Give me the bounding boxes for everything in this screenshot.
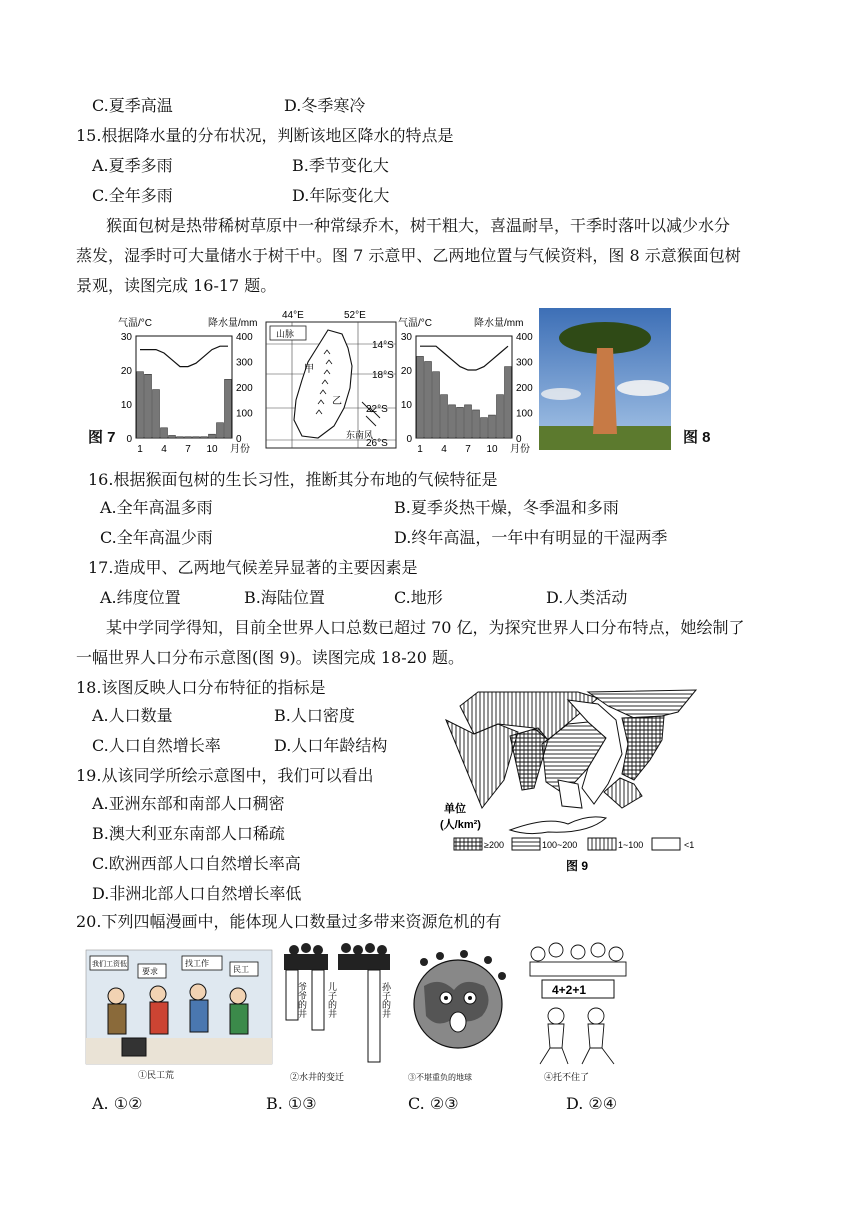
passage1-line1: 猴面包树是热带稀树草原中一种常绿乔木，树干粗大，喜温耐旱，干季时落叶以减少水分 [106,216,731,235]
mountain-legend: 山脉 [276,329,295,339]
q14-option-c: C.夏季高温 [92,96,173,115]
month-tick-7: 7 [465,444,471,455]
passage1-line3: 景观，读图完成 16-17 题。 [76,276,277,295]
temp-tick-20: 20 [400,366,412,377]
precip-bar-1 [137,372,144,438]
q14-option-d: D.冬季寒冷 [284,96,366,115]
c1-sign-2: 要求 [142,967,158,976]
q15-option-c: C.全年多雨 [92,186,173,205]
precip-bar-3 [153,390,160,438]
c2-text-2: 儿子的井 [327,982,337,1018]
q16-option-c: C.全年高温少雨 [100,528,213,547]
legend-swatch-1 [454,838,482,850]
precip-bar-4 [161,428,168,438]
q17-option-a: A.纬度位置 [100,588,181,607]
place-jia: 甲 [304,364,314,375]
lat-18s: 18°S [372,370,394,381]
region-center-west [510,728,548,790]
c4-bottom-people [540,1008,614,1064]
precip-bar-3 [433,372,440,438]
q20-option-d: D. ②④ [566,1094,618,1113]
precip-tick-0: 0 [236,434,242,445]
precip-tick-200: 200 [516,383,533,394]
cartoon-2-wells [276,940,400,1084]
precip-bar-4 [441,395,448,438]
month-tick-月份: 月份 [230,444,250,455]
cartoon-4-caption: ④托不住了 [544,1072,590,1082]
fig8-baobab-photo [539,308,671,450]
q19-stem: 19.从该同学所绘示意图中，我们可以看出 [76,766,374,785]
temp-tick-30: 30 [120,332,132,343]
precip-tick-400: 400 [236,332,253,343]
q18-option-c: C.人口自然增长率 [92,736,221,755]
precip-tick-400: 400 [516,332,533,343]
lat-22s: 22°S [366,404,388,415]
c2-text-1: 爷爷的井 [297,982,307,1018]
fig7-left-climate-chart [110,306,260,456]
temp-tick-30: 30 [400,332,412,343]
precip-tick-200: 200 [236,383,253,394]
cartoon-2-caption: ②水井的变迁 [290,1072,345,1082]
c2-text-3: 孙子的井 [381,982,391,1018]
lat-14s: 14°S [372,340,394,351]
temp-line [140,346,228,366]
legend-swatch-3 [588,838,616,850]
precip-bar-10 [489,415,496,438]
month-tick-1: 1 [417,444,423,455]
precip-bar-7 [185,437,192,438]
q16-stem: 16.根据猴面包树的生长习性，推断其分布地的气候特征是 [88,470,498,489]
region-west [446,720,518,808]
q20-option-b: B. ①③ [266,1094,317,1113]
month-tick-10: 10 [206,444,218,455]
q15-option-a: A.夏季多雨 [92,156,173,175]
fig9-unit: 单位 [444,803,466,815]
fig9-label: 图 9 [566,859,589,873]
fig9-unit2: (人/km²) [440,819,481,831]
month-tick-10: 10 [486,444,498,455]
precip-bar-11 [217,423,224,438]
q20-option-a: A. ①② [92,1094,143,1113]
precip-bar-9 [201,437,208,438]
precip-tick-0: 0 [516,434,522,445]
fig7-madagascar-map [262,308,400,450]
lat-26s: 26°S [366,438,388,449]
left-precip-axis-title: 降水量/mm [208,318,258,329]
q18-option-b: B.人口密度 [274,706,355,725]
precip-bar-12 [505,367,512,438]
legend-label-4: <1 [684,840,695,850]
precip-bar-6 [457,407,464,438]
fig9-world-population-map [438,684,704,874]
c1-sign-4: 民工 [233,965,249,974]
q19-option-d: D.非洲北部人口自然增长率低 [92,884,302,903]
month-tick-1: 1 [137,444,143,455]
passage1-line2: 蒸发，湿季时可大量储水于树干中。图 7 示意甲、乙两地位置与气候资料，图 8 示意猴面包树 [76,246,741,265]
q19-option-a: A.亚洲东部和南部人口稠密 [92,794,285,813]
q15-option-d: D.年际变化大 [292,186,390,205]
temp-tick-0: 0 [126,434,132,445]
q20-stem: 20.下列四幅漫画中，能体现人口数量过多带来资源危机的有 [76,912,502,931]
precip-tick-300: 300 [236,357,253,369]
cartoon-3-caption: ③不堪重负的地球 [408,1073,472,1082]
passage2-line2: 一幅世界人口分布示意图(图 9)。读图完成 18-20 题。 [76,648,465,667]
q16-option-b: B.夏季炎热干燥，冬季温和多雨 [394,498,619,517]
c1-sign-1: 我们工资低 [92,961,127,968]
month-tick-4: 4 [441,444,447,455]
precip-bar-10 [209,434,216,438]
precip-bar-8 [193,437,200,438]
fig7-right-climate-chart [396,306,533,456]
precip-tick-100: 100 [236,408,253,420]
temp-tick-0: 0 [406,434,412,445]
c2-crowd [284,943,390,970]
temp-tick-20: 20 [120,366,132,377]
c1-sign-3: 找工作 [185,959,209,968]
legend-label-3: 1~100 [618,840,644,850]
cartoon-1-caption: ①民工荒 [138,1070,175,1080]
q17-option-c: C.地形 [394,588,443,607]
legend-swatch-4 [652,838,680,850]
precip-tick-300: 300 [516,357,533,369]
month-tick-7: 7 [185,444,191,455]
precip-tick-100: 100 [516,408,533,420]
q16-option-d: D.终年高温，一年中有明显的干湿两季 [394,528,668,547]
temp-line [420,346,508,370]
precip-bar-6 [177,437,184,438]
precip-bar-8 [473,410,480,438]
q18-option-a: A.人口数量 [92,706,173,725]
legend-label-1: ≥200 [484,840,504,850]
lon-44e: 44°E [282,310,304,321]
left-temp-axis-title: 气温/°C [118,318,152,329]
legend-label-2: 100~200 [542,840,578,850]
precip-bar-11 [497,395,504,438]
month-tick-月份: 月份 [510,444,530,455]
cartoon-3-overburdened-earth [404,946,516,1084]
precip-bar-5 [449,405,456,438]
q17-option-b: B.海陆位置 [244,588,325,607]
c4-text: 4+2+1 [552,983,587,997]
month-tick-4: 4 [161,444,167,455]
region-southeast [604,778,642,808]
precip-bar-12 [225,379,232,438]
q18-option-d: D.人口年龄结构 [274,736,388,755]
q16-option-a: A.全年高温多雨 [100,498,213,517]
region-oceania [510,817,606,834]
right-temp-axis-title: 气温/°C [398,318,432,329]
q18-stem: 18.该图反映人口分布特征的指标是 [76,678,326,697]
temp-tick-10: 10 [400,400,412,411]
q20-option-c: C. ②③ [408,1094,459,1113]
lon-52e: 52°E [344,310,366,321]
precip-bar-2 [145,374,152,438]
region-east-asia [622,716,664,780]
q19-option-b: B.澳大利亚东南部人口稀疏 [92,824,285,843]
wind-label: 东南风 [346,430,374,440]
q15-stem: 15.根据降水量的分布状况，判断该地区降水的特点是 [76,126,454,145]
precip-bar-9 [481,418,488,438]
legend-swatch-2 [512,838,540,850]
precip-bar-2 [425,362,432,439]
fig7-label: 图 7 [88,429,116,446]
q17-stem: 17.造成甲、乙两地气候差异显著的主要因素是 [88,558,418,577]
q19-option-c: C.欧洲西部人口自然增长率高 [92,854,301,873]
precip-bar-1 [417,356,424,438]
precip-bar-5 [169,435,176,438]
right-precip-axis-title: 降水量/mm [474,318,524,329]
region-south [558,780,582,808]
q17-option-d: D.人类活动 [546,588,628,607]
temp-tick-10: 10 [120,400,132,411]
place-yi: 乙 [332,396,342,407]
passage2-line1: 某中学同学得知，目前全世界人口总数已超过 70 亿，为探究世界人口分布特点，她绘制了 [106,618,745,637]
cartoon-4-cannot-hold [522,940,634,1084]
cartoon-1-labor-shortage [86,950,272,1084]
madagascar-outline [294,330,352,438]
precip-bar-7 [465,405,472,438]
c4-top-people [530,943,626,976]
q15-option-b: B.季节变化大 [292,156,389,175]
baobab-trunk [593,348,617,434]
fig8-label: 图 8 [683,429,711,446]
